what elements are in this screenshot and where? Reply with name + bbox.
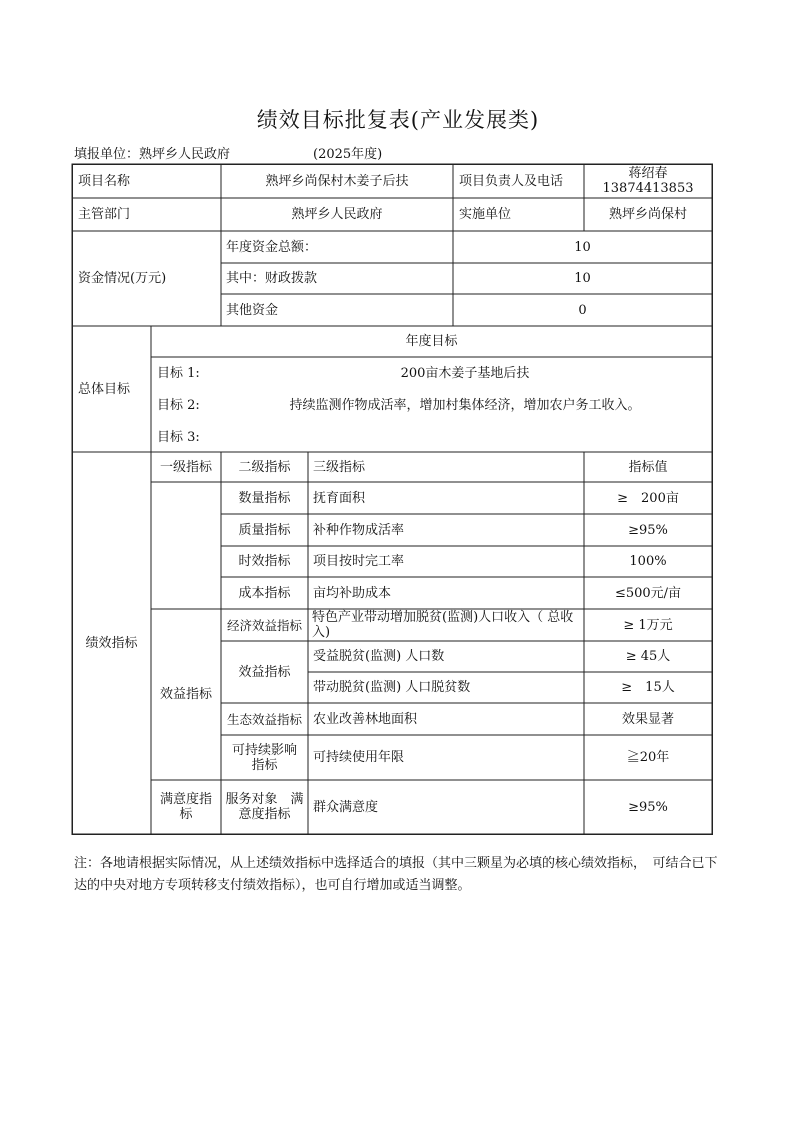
page-title: 绩效目标批复表(产业发展类) xyxy=(256,108,540,132)
funds-total-label: 年度资金总额： xyxy=(226,239,318,255)
impl-label: 实施单位 xyxy=(459,207,512,222)
impl-value: 熟坪乡尚保村 xyxy=(608,207,687,222)
table-row-value: ≥ 1万元 xyxy=(623,617,673,633)
funds-other-value: 0 xyxy=(578,302,587,318)
fill-unit: 填报单位：熟坪乡人民政府 xyxy=(74,147,231,162)
goals-label: 总体目标 xyxy=(78,381,131,397)
goal-3-label: 目标 3: xyxy=(157,429,200,445)
table-row-level2: 可持续影响指标 xyxy=(231,742,297,773)
project-owner-label: 项目负责人及电话 xyxy=(459,173,564,189)
table-row-value: ≥ 15人 xyxy=(621,680,675,695)
table-row-value: ≧20年 xyxy=(626,750,670,765)
perf-header-level1: 一级指标 xyxy=(159,459,212,475)
funds-other-label: 其他资金 xyxy=(226,302,279,318)
funds-fiscal-label: 其中：财政拨款 xyxy=(226,271,318,286)
funds-fiscal-value: 10 xyxy=(574,271,591,286)
fill-year: (2025年度) xyxy=(313,147,383,162)
perf-header-level2: 二级指标 xyxy=(238,459,291,475)
table-row-value: ≥ 45人 xyxy=(625,649,671,664)
table-row-level2: 质量指标 xyxy=(238,522,291,538)
table-row-level3: 特色产业带动增加脱贫(监测)人口收入（ 总收入) xyxy=(312,610,574,640)
satisfaction-level1: 满意度指标 xyxy=(159,792,212,822)
table-row-level3: 抚育面积 xyxy=(313,490,366,506)
goal-2-label: 目标 2: xyxy=(157,397,200,413)
footnote: 注：各地请根据实际情况，从上述绩效指标中选择适合的填报（其中三颗星为必填的核心绩效指标， 可结合已下达的中央对地方专项转移支付绩效指标），也可自行增加或适当调整。 xyxy=(74,856,718,893)
funds-total-value: 10 xyxy=(574,239,591,255)
funds-label: 资金情况(万元) xyxy=(78,271,167,286)
goal-2-text: 持续监测作物成活率，增加村集体经济，增加农户务工收入。 xyxy=(289,397,641,413)
table-row-level3: 农业改善林地面积 xyxy=(313,711,418,727)
table-row-level2: 成本指标 xyxy=(238,585,291,601)
goal-1-text: 200亩木姜子基地后扶 xyxy=(400,365,530,381)
table-row-level2: 生态效益指标 xyxy=(226,711,302,727)
project-name-value: 熟坪乡尚保村木姜子后扶 xyxy=(265,173,409,189)
dept-value: 熟坪乡人民政府 xyxy=(291,207,383,222)
satisfaction-value: ≥95% xyxy=(628,799,668,815)
table-row-level3: 带动脱贫(监测) 人口脱贫数 xyxy=(313,680,471,695)
table-row-value: ≤500元/亩 xyxy=(614,585,682,601)
goal-1-label: 目标 1: xyxy=(157,365,200,381)
project-name-label: 项目名称 xyxy=(78,173,131,189)
dept-label: 主管部门 xyxy=(78,207,131,222)
table-row-value: ≥95% xyxy=(628,522,668,538)
table-row-level3: 亩均补助成本 xyxy=(313,585,392,601)
perf-label: 绩效指标 xyxy=(85,635,138,651)
goal-3-text xyxy=(250,426,680,448)
table-row-level2: 数量指标 xyxy=(238,490,291,506)
project-owner-value: 蒋绍春13874413853 xyxy=(602,166,694,196)
perf-header-level3: 三级指标 xyxy=(313,459,366,475)
table-row-value: 100% xyxy=(629,554,667,569)
satisfaction-level3: 群众满意度 xyxy=(313,799,379,815)
table-row-level2: 经济效益指标 xyxy=(226,617,302,633)
table-row-level3: 可持续使用年限 xyxy=(313,750,405,765)
benefit-label: 效益指标 xyxy=(159,687,212,702)
table-row-value: ≥ 200亩 xyxy=(617,490,679,506)
table-row-level3: 项目按时完工率 xyxy=(313,554,405,569)
satisfaction-level2: 服务对象 满意度指标 xyxy=(225,792,304,822)
perf-header-value: 指标值 xyxy=(628,459,668,475)
table-row-value: 效果显著 xyxy=(621,711,674,727)
table-row-level3: 补种作物成活率 xyxy=(313,522,405,538)
table-row-level2: 时效指标 xyxy=(238,554,291,569)
table-row-level3: 受益脱贫(监测) 人口数 xyxy=(313,649,445,664)
table-row-level2: 效益指标 xyxy=(238,664,291,680)
goals-header: 年度目标 xyxy=(405,334,458,349)
